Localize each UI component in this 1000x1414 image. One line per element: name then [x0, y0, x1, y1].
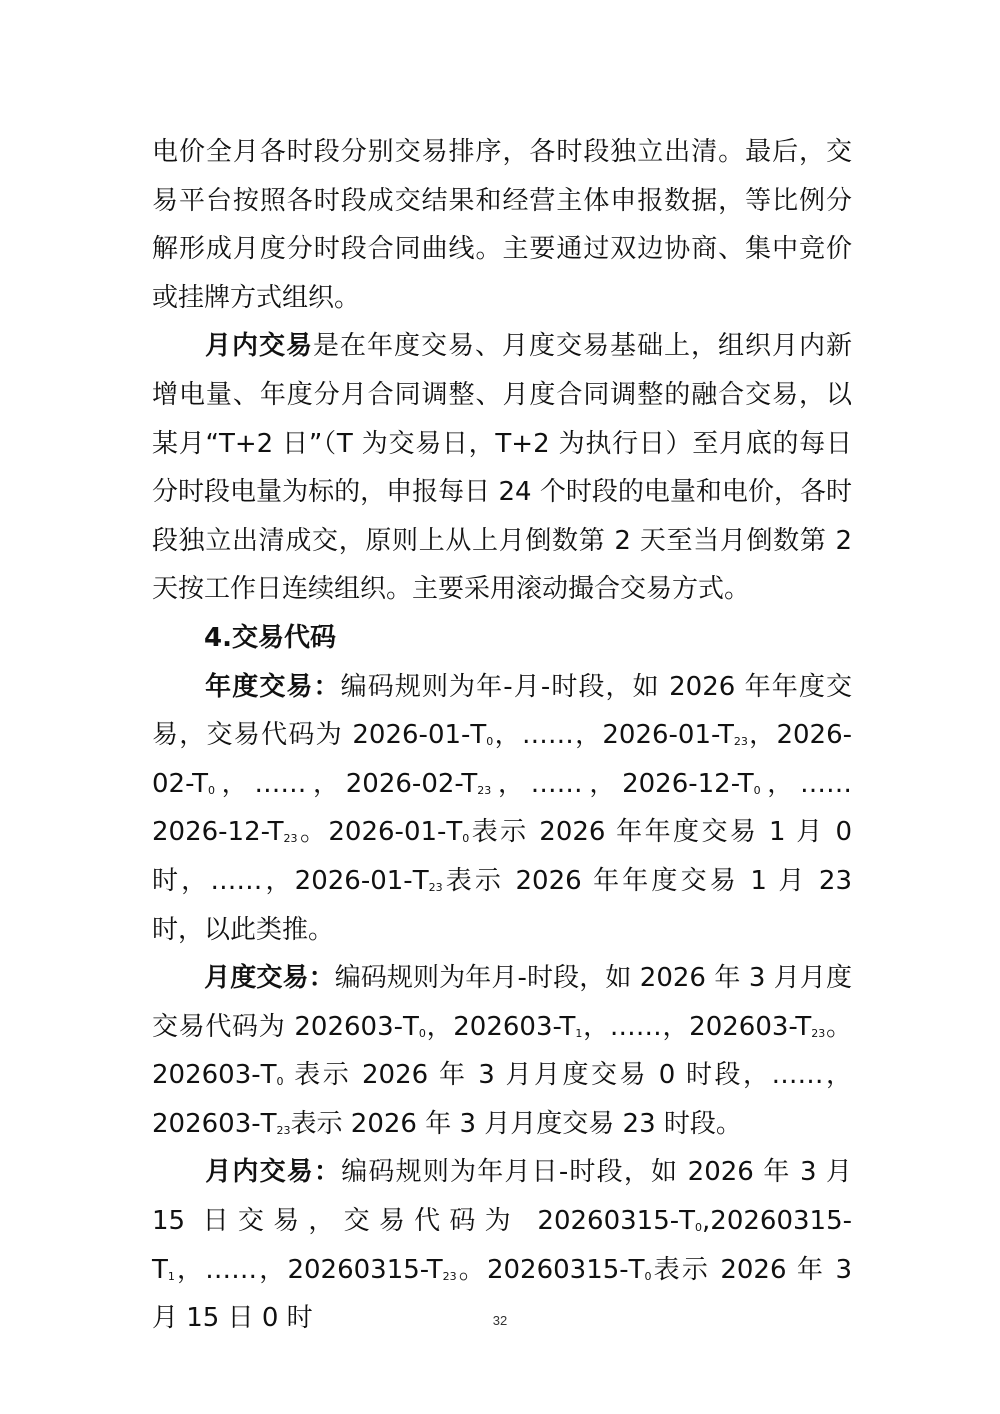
term-intramonth: 月内交易：: [204, 1157, 342, 1188]
section-heading: [152, 614, 852, 663]
code: 2026-02-T: [345, 768, 478, 799]
term-annual: 年度交易：: [204, 671, 341, 702]
separator: ，……，: [582, 1011, 690, 1042]
code: 2026-12-T: [152, 817, 284, 848]
code-description: 表示 2026 年年度交易 1 月 23 时，以此类推。: [152, 865, 852, 945]
separator: 。: [456, 1254, 487, 1285]
code: 20260315-T: [152, 1206, 852, 1285]
separator: ，: [425, 1011, 454, 1042]
separator: ，……，: [174, 1254, 288, 1285]
separator: ，……，: [214, 768, 346, 799]
code-description: 表示 2026 年 3 月月度交易 0 时段，……，: [283, 1060, 852, 1091]
code-subscript: 0: [276, 1075, 284, 1089]
code: 202603-T: [152, 1060, 277, 1091]
code: 2026-02-T: [152, 720, 852, 799]
code-subscript: 23: [733, 735, 748, 749]
code: 20260315-T: [486, 1254, 645, 1285]
code-rule-text: 编码规则为年月-时段，如 2026 年 3 月月度交易代码为: [152, 963, 852, 1042]
paragraph-monthly-codes: [152, 954, 852, 1148]
code-subscript: 0: [486, 735, 494, 749]
separator: ,: [702, 1206, 711, 1237]
separator: ，: [747, 720, 777, 751]
code: 2026-01-T: [294, 865, 429, 896]
code-subscript: 0: [695, 1221, 703, 1235]
code-rule-text: 编码规则为年月日-时段，如 2026 年 3 月 15 日交易，交易代码为: [152, 1157, 852, 1237]
code-subscript: 23: [276, 1123, 291, 1137]
separator: 。: [297, 817, 329, 848]
code: 20260315-T: [537, 1206, 696, 1237]
code-subscript: 23: [283, 832, 298, 846]
paragraph-monthly-continued: [152, 128, 852, 322]
code-subscript: 0: [644, 1269, 652, 1283]
code-description: 表示 2026 年年度交易 1 月 0 时，……，: [152, 817, 852, 896]
separator: ，……: [760, 768, 852, 799]
paragraph-intramonth-intro: [152, 322, 852, 614]
code: 2026-12-T: [622, 768, 754, 799]
code-subscript: 23: [428, 880, 443, 894]
code: 202603-T: [689, 1011, 812, 1042]
code: 2026-01-T: [328, 817, 463, 848]
separator: ，……，: [491, 768, 623, 799]
term-monthly: 月度交易：: [204, 963, 335, 994]
code: 202603-T: [294, 1011, 419, 1042]
code-subscript: 1: [575, 1026, 583, 1040]
code: 20260315-T: [287, 1254, 443, 1285]
code-subscript: 0: [753, 783, 761, 797]
code-subscript: 0: [462, 832, 470, 846]
page-number: 32: [492, 1313, 508, 1328]
paragraph-text: 是在年度交易、月度交易基础上，组织月内新增电量、年度分月合同调整、月度合同调整的融合交易，以某月“T+2 日”（T 为交易日，T+2 为执行日）至月底的每日分时段电量为标的，申报每日 24 个时段的电量和电价，各时段独立出清成交，原则上从上月倒数第 2 天至当月倒数第 2 天按工作日连续组织。主要采用滚动撮合交易方式。: [152, 331, 852, 605]
code-subscript: 1: [167, 1269, 175, 1283]
code: 202603-T: [453, 1011, 576, 1042]
code-subscript: 23: [811, 1026, 826, 1040]
code-subscript: 0: [418, 1026, 426, 1040]
code-description: 表示 2026 年 3 月 15 日 0 时: [152, 1254, 852, 1334]
code-subscript: 23: [477, 783, 492, 797]
paragraph-annual-codes: [152, 663, 852, 955]
paragraph-text: 电价全月各时段分别交易排序，各时段独立出清。最后，交易平台按照各时段成交结果和经营主体申报数据，等比例分解形成月度分时段合同曲线。主要通过双边协商、集中竞价或挂牌方式组织。: [152, 137, 852, 313]
separator: 。: [825, 1011, 852, 1042]
body-text: [152, 128, 852, 1343]
term-intramonth: 月内交易: [204, 331, 313, 362]
code: 202603-T: [152, 1108, 277, 1139]
heading-trade-codes: 4.交易代码: [204, 622, 336, 653]
code-subscript: 23: [442, 1269, 457, 1283]
code-subscript: 0: [207, 783, 215, 797]
code-description: 表示 2026 年 3 月月度交易 23 时段。: [290, 1108, 742, 1139]
code: 2026-01-T: [602, 720, 734, 751]
code: 2026-01-T: [352, 720, 487, 751]
code-rule-text: 编码规则为年-月-时段，如 2026 年年度交易，交易代码为: [152, 671, 852, 751]
separator: ，……，: [493, 720, 603, 751]
